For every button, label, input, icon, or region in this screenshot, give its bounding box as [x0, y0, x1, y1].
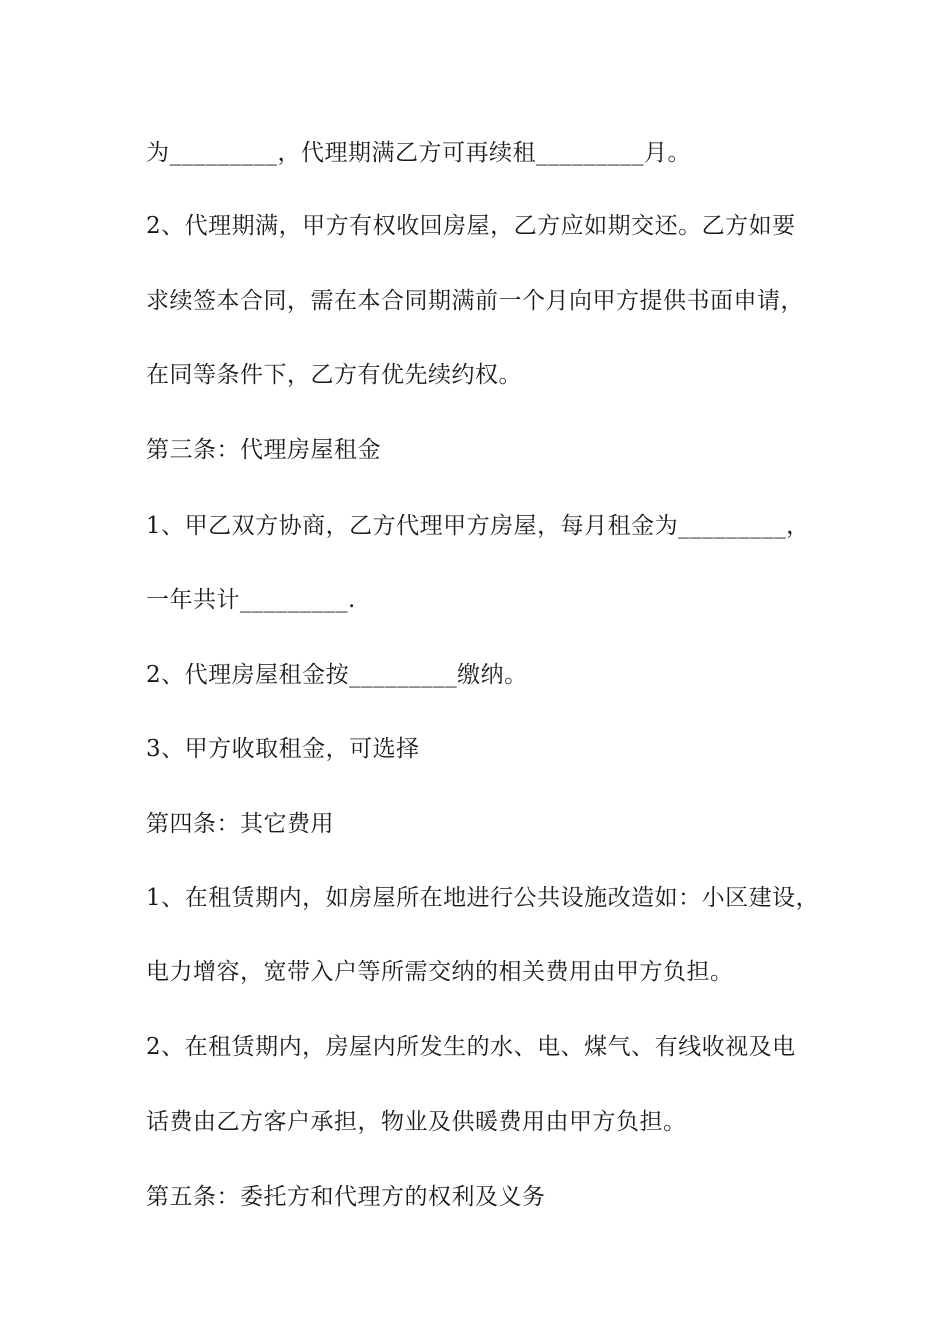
text-line: 为_________，代理期满乙方可再续租_________月。	[146, 140, 691, 166]
text-line: 2、在租赁期内，房屋内所发生的水、电、煤气、有线收视及电	[146, 1034, 796, 1060]
text-line: 求续签本合同，需在本合同期满前一个月向甲方提供书面申请，	[146, 288, 804, 314]
text-line: 1、甲乙双方协商，乙方代理甲方房屋，每月租金为_________，	[146, 513, 810, 539]
text-line: 3、甲方收取租金，可选择	[146, 736, 420, 762]
text-line: 电力增容，宽带入户等所需交纳的相关费用由甲方负担。	[146, 959, 734, 985]
section-heading: 第三条：代理房屋租金	[146, 437, 381, 463]
text-line: 一年共计_________.	[146, 587, 356, 613]
text-line: 2、代理期满，甲方有权收回房屋，乙方应如期交还。乙方如要	[146, 213, 796, 239]
text-line: 1、在租赁期内，如房屋所在地进行公共设施改造如：小区建设，	[146, 885, 820, 911]
text-line: 在同等条件下，乙方有优先续约权。	[146, 362, 522, 388]
section-heading: 第四条：其它费用	[146, 811, 334, 837]
text-line: 2、代理房屋租金按_________缴纳。	[146, 662, 528, 688]
section-heading: 第五条：委托方和代理方的权利及义务	[146, 1184, 546, 1210]
text-line: 话费由乙方客户承担，物业及供暖费用由甲方负担。	[146, 1109, 687, 1135]
